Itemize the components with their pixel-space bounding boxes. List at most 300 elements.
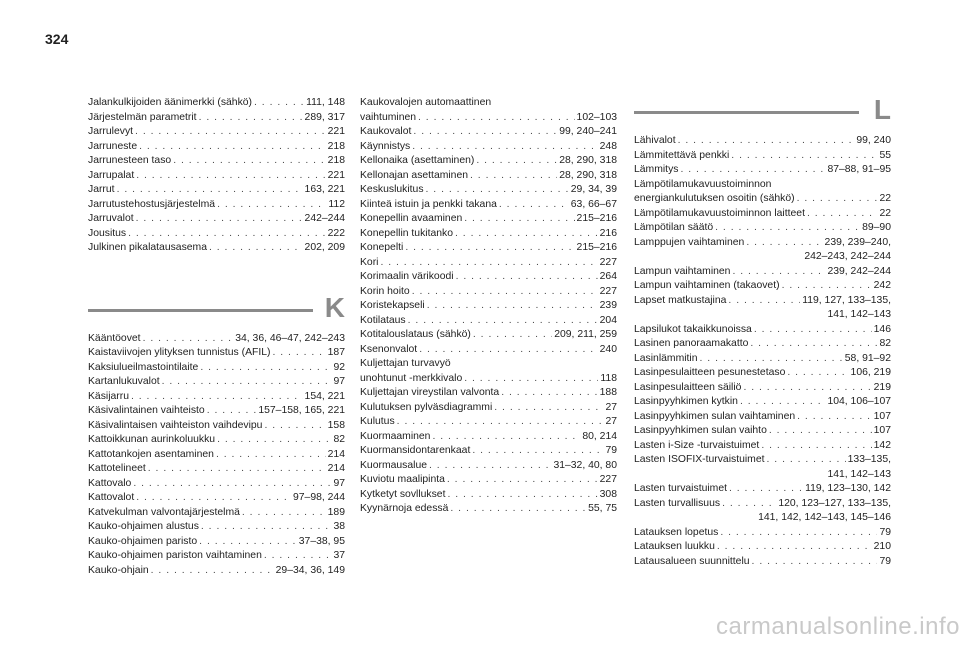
index-entry-pages: 29, 34, 39	[570, 184, 617, 195]
dot-leader	[722, 497, 776, 512]
dot-leader	[413, 125, 557, 140]
index-entry	[360, 285, 617, 300]
index-entry-label: Lasinpyyhkimen kytkin	[634, 396, 738, 407]
index-entry-pages: 79	[879, 555, 891, 567]
index-entry	[88, 183, 345, 198]
index-entry-pages: 239	[599, 300, 617, 311]
index-entry-pages: 107	[873, 425, 891, 436]
dot-leader	[242, 506, 326, 521]
index-entry-label: Kattotelineet	[88, 463, 146, 474]
index-entry	[88, 462, 345, 477]
index-entry	[634, 497, 891, 512]
index-entry-label: Konepelti	[360, 242, 404, 253]
index-entry	[634, 453, 891, 468]
index-entry-label: Lämmitettävä penkki	[634, 149, 730, 161]
index-entry	[634, 323, 891, 338]
index-entry-pages: 112	[328, 198, 345, 210]
index-entry-pages: 82	[333, 434, 345, 445]
index-entry-label: Lasinlämmitin	[634, 352, 698, 364]
index-entry-label: Kulutus	[360, 416, 395, 427]
dot-leader	[476, 154, 557, 169]
index-entry-label: Latauksen lopetus	[634, 526, 719, 538]
index-entry	[634, 192, 891, 207]
index-entry-pages: 119, 123–130, 142	[805, 483, 891, 494]
index-entry-pages: 79	[605, 445, 617, 456]
index-entry-label: Koristekapseli	[360, 300, 425, 311]
index-entry-pages: 107	[873, 410, 891, 422]
index-entry-pages: 242–244	[304, 213, 345, 224]
index-entry-continuation: 141, 142–143	[827, 468, 891, 480]
index-entry-pages: 58, 91–92	[844, 352, 891, 364]
index-entry-label: Lämpötilamukavuustoiminnon laitteet	[634, 207, 805, 219]
dot-leader	[455, 227, 598, 242]
index-entry-pages: 55	[879, 149, 891, 161]
index-entry-label: Kuormausalue	[360, 459, 428, 471]
index-entry	[88, 491, 345, 506]
index-entry-label: Kartanlukuvalot	[88, 376, 160, 387]
index-entry-pages: 37–38, 95	[298, 535, 345, 547]
index-entry-pages: 99, 240–241	[559, 126, 617, 137]
index-entry-pages: 188	[599, 387, 617, 398]
index-entry	[634, 279, 891, 294]
index-entry-label: Kattoikkunan aurinkoluukku	[88, 434, 216, 445]
index-entry	[634, 337, 891, 352]
index-entry-label: Kauko-ohjaimen pariston vaihtaminen	[88, 550, 262, 561]
dot-leader	[427, 299, 598, 314]
index-entry	[360, 154, 617, 169]
index-entry	[634, 221, 891, 236]
dot-leader	[750, 337, 877, 352]
index-entry-label: Käsivalintainen vaihteisto	[88, 405, 205, 416]
index-entry-label: Kuormansidontarenkaat	[360, 445, 471, 456]
index-entry-label: Kattotankojen asentaminen	[88, 448, 214, 460]
index-entry	[88, 212, 345, 227]
index-entry-pages: 99, 240	[856, 135, 891, 146]
index-entry-pages: 289, 317	[304, 111, 345, 123]
index-entry	[634, 424, 891, 439]
dot-leader	[380, 256, 597, 271]
index-entry-continuation: 141, 142–143	[827, 309, 891, 320]
index-entry-pages: 218	[327, 140, 345, 152]
dot-leader	[429, 459, 551, 474]
index-entry-pages: 37	[333, 550, 345, 561]
index-entry	[360, 459, 617, 474]
watermark-text: carmanualsonline.info	[716, 613, 960, 640]
index-entry	[634, 482, 891, 497]
index-entry	[360, 386, 617, 401]
dot-leader	[173, 154, 325, 169]
index-entry-pages: 111, 148	[306, 97, 345, 108]
dot-leader	[473, 328, 552, 343]
index-entry	[634, 439, 891, 454]
index-entry	[88, 361, 345, 376]
index-entry-pages: 215–216	[576, 213, 617, 224]
dot-leader	[216, 448, 326, 463]
index-entry-pages: 120, 123–127, 133–135,	[778, 497, 891, 509]
dot-leader	[418, 111, 575, 126]
index-entry	[634, 352, 891, 367]
dot-leader	[743, 381, 871, 396]
index-entry	[360, 488, 617, 503]
index-entry-label: Kattovalot	[88, 492, 135, 503]
index-entry-pages: 216	[599, 227, 617, 239]
index-entry-label: Jarrut	[88, 184, 115, 195]
dot-leader	[470, 169, 557, 184]
index-entry-pages: 240	[599, 343, 617, 355]
index-entry	[88, 549, 345, 564]
index-entry-label: Kaistaviivojen ylityksen tunnistus (AFIL)	[88, 347, 271, 358]
index-entry-pages: 63, 66–67	[570, 198, 617, 210]
dot-leader	[715, 221, 860, 236]
index-entry-pages: 106, 219	[850, 367, 891, 378]
index-entry	[634, 294, 891, 309]
index-column-3	[634, 96, 891, 569]
dot-leader	[408, 314, 598, 329]
index-entry-label: Jarrunesteen taso	[88, 155, 172, 166]
index-entry	[360, 125, 617, 140]
index-entry	[360, 299, 617, 314]
index-entry-prefix: Kaukovalojen automaattinen	[360, 97, 492, 108]
index-entry-label: Lapsilukot takaikkunoissa	[634, 323, 752, 335]
index-entry	[634, 265, 891, 280]
index-entry-pages: 133–135,	[847, 454, 891, 465]
index-entry-label: Jarrutustehostusjärjestelmä	[88, 198, 216, 210]
index-entry-pages: 29–34, 36, 149	[275, 564, 345, 576]
index-entry-label: Kauko-ohjaimen paristo	[88, 535, 198, 547]
dot-leader	[136, 212, 303, 227]
dot-leader	[135, 125, 326, 140]
index-entry-label: Kyynärnoja edessä	[360, 503, 449, 514]
entries-k-cont	[360, 111, 617, 358]
index-entry	[360, 444, 617, 459]
dot-leader	[472, 444, 603, 459]
dot-leader	[767, 453, 846, 468]
dot-leader	[412, 140, 597, 155]
index-entry-label: Julkinen pikalatausasema	[88, 242, 207, 253]
index-entry-label: Kellonaika (asettaminen)	[360, 155, 475, 166]
entries-l-e	[634, 482, 891, 511]
dot-leader	[678, 134, 855, 149]
entries-l-c	[634, 265, 891, 309]
index-entry-label: Jousitus	[88, 227, 127, 239]
index-entry-label: Lasinpyyhkimen sulan vaihto	[634, 425, 767, 436]
entries-l-f	[634, 526, 891, 570]
index-entry	[88, 564, 345, 579]
index-entry	[634, 410, 891, 425]
index-entry-pages: 87–88, 91–95	[827, 164, 891, 175]
index-entry-pages: 218	[327, 155, 345, 166]
index-entry-label: Kaukovalot	[360, 126, 412, 137]
index-entry	[360, 502, 617, 517]
index-entry	[360, 111, 617, 126]
section-letter: L	[873, 94, 891, 125]
index-entry-label: Kotilataus	[360, 314, 406, 326]
entries-l-d	[634, 323, 891, 468]
index-entry	[360, 473, 617, 488]
index-column-2	[360, 96, 617, 517]
entries-l-b	[634, 192, 891, 250]
index-entry	[88, 448, 345, 463]
index-entry	[88, 198, 345, 213]
dot-leader	[797, 410, 872, 425]
dot-leader	[133, 477, 331, 492]
section-letter: K	[324, 291, 345, 323]
dot-leader	[769, 424, 872, 439]
index-entry-pages: 242	[873, 280, 891, 291]
index-entry	[634, 366, 891, 381]
index-entry-pages: 27	[605, 416, 617, 427]
dot-leader	[729, 482, 803, 497]
index-entry	[360, 241, 617, 256]
dot-leader	[761, 439, 871, 454]
index-entry	[360, 227, 617, 242]
index-entry-pages: 221	[327, 169, 345, 181]
index-entry-label: vaihtuminen	[360, 111, 417, 123]
index-entry-pages: 28, 290, 318	[559, 169, 617, 181]
index-entry-label: Kiinteä istuin ja penkki takana	[360, 198, 497, 210]
index-entry-pages: 146	[873, 323, 891, 335]
index-entry	[88, 506, 345, 521]
index-entry	[634, 381, 891, 396]
index-entry-pages: 28, 290, 318	[559, 155, 617, 166]
dot-leader	[209, 241, 303, 256]
dot-leader	[217, 433, 331, 448]
index-entry	[88, 241, 345, 256]
dot-leader	[254, 96, 304, 111]
dot-leader	[717, 540, 872, 555]
index-entry-label: Lämpötilan säätö	[634, 222, 714, 233]
index-entry-pages: 89–90	[862, 222, 891, 233]
index-entry-label: Kääntöovet	[88, 332, 141, 344]
entries-j	[88, 96, 345, 256]
index-entry	[360, 328, 617, 343]
dot-leader	[136, 169, 325, 184]
dot-leader	[207, 404, 257, 419]
index-entry-label: Lähivalot	[634, 135, 676, 146]
section-rule	[88, 309, 313, 312]
index-entry-pages: 189	[327, 506, 345, 518]
dot-leader	[499, 198, 569, 213]
index-entry-label: Lämmitys	[634, 164, 679, 175]
index-entry-pages: 209, 211, 259	[554, 329, 617, 340]
index-entry-pages: 227	[599, 285, 617, 297]
dot-leader	[456, 270, 598, 285]
index-entry-pages: 239, 239–240,	[824, 236, 891, 248]
index-entry-label: Kauko-ohjain	[88, 564, 149, 576]
index-entry-pages: 104, 106–107	[827, 396, 891, 407]
index-entry-label: Lasten i-Size -turvaistuimet	[634, 439, 760, 451]
index-entry-label: Lamppujen vaihtaminen	[634, 236, 745, 248]
dot-leader	[754, 323, 872, 338]
index-entry-label: Lasinpyyhkimen sulan vaihtaminen	[634, 410, 796, 422]
dot-leader	[450, 502, 586, 517]
index-entry-pages: 34, 36, 46–47, 242–243	[235, 332, 345, 344]
index-entry-label: Jarruneste	[88, 140, 138, 152]
index-entry	[634, 555, 891, 570]
dot-leader	[728, 294, 800, 309]
dot-leader	[700, 352, 843, 367]
index-entry-pages: 308	[599, 488, 617, 500]
index-entry-pages: 82	[879, 338, 891, 349]
index-entry-pages: 214	[327, 463, 345, 474]
index-entry-label: Latausalueen suunnittelu	[634, 555, 750, 567]
index-entry	[360, 415, 617, 430]
index-entry-prefix: Kuljettajan turvavyö	[360, 358, 451, 369]
index-entry-pages: 219	[873, 381, 891, 393]
index-entry-pages: 210	[873, 541, 891, 552]
index-entry	[634, 149, 891, 164]
index-entry	[360, 140, 617, 155]
dot-leader	[494, 401, 603, 416]
dot-leader	[782, 279, 872, 294]
index-entry-label: Järjestelmän parametrit	[88, 111, 197, 123]
entries-l	[634, 134, 891, 178]
index-entry-pages: 221	[327, 126, 345, 137]
index-entry	[88, 433, 345, 448]
index-entry-label: Konepellin avaaminen	[360, 213, 463, 224]
index-entry-label: Kori	[360, 256, 379, 268]
index-entry-label: Korin hoito	[360, 285, 410, 297]
index-entry	[88, 375, 345, 390]
index-entry-pages: 157–158, 165, 221	[258, 405, 345, 416]
index-entry	[360, 343, 617, 358]
section-rule	[634, 111, 859, 114]
index-entry-label: Lasten ISOFIX-turvaistuimet	[634, 454, 765, 465]
index-entry	[360, 198, 617, 213]
index-entry-label: Käynnistys	[360, 140, 411, 152]
index-entry-prefix: Lämpötilamukavuustoiminnon	[634, 178, 772, 190]
index-entry	[88, 419, 345, 434]
index-entry-label: Käsivalintaisen vaihteiston vaihdevipu	[88, 419, 263, 431]
index-entry-pages: 264	[599, 271, 617, 282]
dot-leader	[740, 395, 825, 410]
dot-leader	[746, 236, 822, 251]
index-entry-label: Jarruvalot	[88, 213, 134, 224]
index-entry-pages: 22	[879, 207, 891, 219]
index-entry	[88, 535, 345, 550]
index-entry-pages: 97	[333, 477, 345, 489]
index-entry	[360, 430, 617, 445]
dot-leader	[807, 207, 877, 222]
index-entry-label: Ksenonvalot	[360, 343, 418, 355]
index-entry-label: Kaksiulueilmastointilaite	[88, 361, 199, 373]
index-entry-label: Lampun vaihtaminen	[634, 265, 731, 277]
dot-leader	[217, 198, 326, 213]
index-entry-label: Kauko-ohjaimen alustus	[88, 521, 199, 532]
index-entry	[88, 111, 345, 126]
dot-leader	[426, 183, 569, 198]
index-entry-continuation: 242–243, 242–244	[804, 251, 891, 262]
index-entry-label: Kuormaaminen	[360, 430, 431, 442]
index-entry	[88, 169, 345, 184]
index-entry-label: Lasinpesulaitteen säiliö	[634, 381, 742, 393]
dot-leader	[131, 390, 303, 405]
index-entry-pages: 158	[327, 419, 345, 431]
index-entry-label: Konepellin tukitanko	[360, 227, 454, 239]
index-column-1	[88, 96, 345, 578]
index-entry-label: Kuviotu maalipinta	[360, 474, 445, 485]
index-entry-label: Jalankulkijoiden äänimerkki (sähkö)	[88, 97, 253, 108]
dot-leader	[732, 265, 825, 280]
index-entry-label: Katvekulman valvontajärjestelmä	[88, 506, 240, 518]
dot-leader	[419, 343, 597, 358]
dot-leader	[447, 473, 598, 488]
dot-leader	[405, 241, 574, 256]
dot-leader	[201, 520, 332, 535]
index-entry-pages: 27	[605, 401, 617, 413]
index-entry-label: Lasinpesulaitteen pesunestetaso	[634, 367, 786, 378]
index-entry-label: Lasten turvaistuimet	[634, 483, 727, 494]
entries-k-cont-2	[360, 372, 617, 517]
index-entry-pages: 97–98, 244	[292, 492, 345, 503]
index-entry-label: Kytketyt sovllukset	[360, 488, 446, 500]
dot-leader	[148, 462, 326, 477]
index-entry-continuation: 141, 142, 142–143, 145–146	[758, 512, 891, 523]
index-entry-label: Kellonajan asettaminen	[360, 169, 469, 181]
index-entry-pages: 97	[333, 376, 345, 387]
index-entry	[88, 140, 345, 155]
dot-leader	[143, 332, 234, 347]
dot-leader	[447, 488, 597, 503]
index-entry-pages: 163, 221	[304, 184, 345, 195]
dot-leader	[797, 192, 878, 207]
dot-leader	[264, 419, 325, 434]
index-entry-pages: 204	[599, 314, 617, 326]
entries-k	[88, 332, 345, 579]
index-entry-label: Kattovalo	[88, 477, 132, 489]
index-entry-label: Latauksen luukku	[634, 541, 715, 552]
index-entry	[360, 270, 617, 285]
index-entry	[634, 163, 891, 178]
index-entry-label: Kulutuksen pylväsdiagrammi	[360, 401, 493, 413]
dot-leader	[720, 526, 877, 541]
dot-leader	[199, 111, 303, 126]
page-number: 324	[45, 31, 69, 47]
dot-leader	[464, 372, 598, 387]
index-entry	[360, 256, 617, 271]
index-entry-pages: 80, 214	[582, 430, 617, 442]
index-entry-pages: 22	[879, 193, 891, 204]
index-entry	[360, 372, 617, 387]
index-entry-label: Keskuslukitus	[360, 184, 424, 195]
dot-leader	[200, 361, 331, 376]
index-entry	[88, 346, 345, 361]
index-entry-label: Kotitalouslataus (sähkö)	[360, 329, 471, 340]
index-entry-pages: 55, 75	[588, 503, 617, 514]
dot-leader	[432, 430, 580, 445]
index-entry-pages: 92	[333, 361, 345, 373]
index-entry-label: Korimaalin värikoodi	[360, 271, 454, 282]
index-entry	[88, 227, 345, 242]
index-entry-label: energiankulutuksen osoitin (sähkö)	[634, 193, 795, 204]
index-entry	[360, 183, 617, 198]
index-entry	[634, 207, 891, 222]
dot-leader	[264, 549, 332, 564]
dot-leader	[412, 285, 598, 300]
index-entry	[88, 390, 345, 405]
index-entry-pages: 142	[873, 439, 891, 451]
dot-leader	[199, 535, 297, 550]
index-entry-label: Lapset matkustajina	[634, 294, 727, 306]
index-entry-pages: 38	[333, 521, 345, 532]
index-entry-label: Lampun vaihtaminen (takaovet)	[634, 280, 780, 291]
index-entry-pages: 239, 242–244	[827, 265, 891, 277]
dot-leader	[680, 163, 825, 178]
index-entry-pages: 227	[599, 256, 617, 268]
index-entry-label: Jarrupalat	[88, 169, 135, 181]
index-entry-label: Jarrulevyt	[88, 126, 134, 137]
index-entry	[634, 526, 891, 541]
